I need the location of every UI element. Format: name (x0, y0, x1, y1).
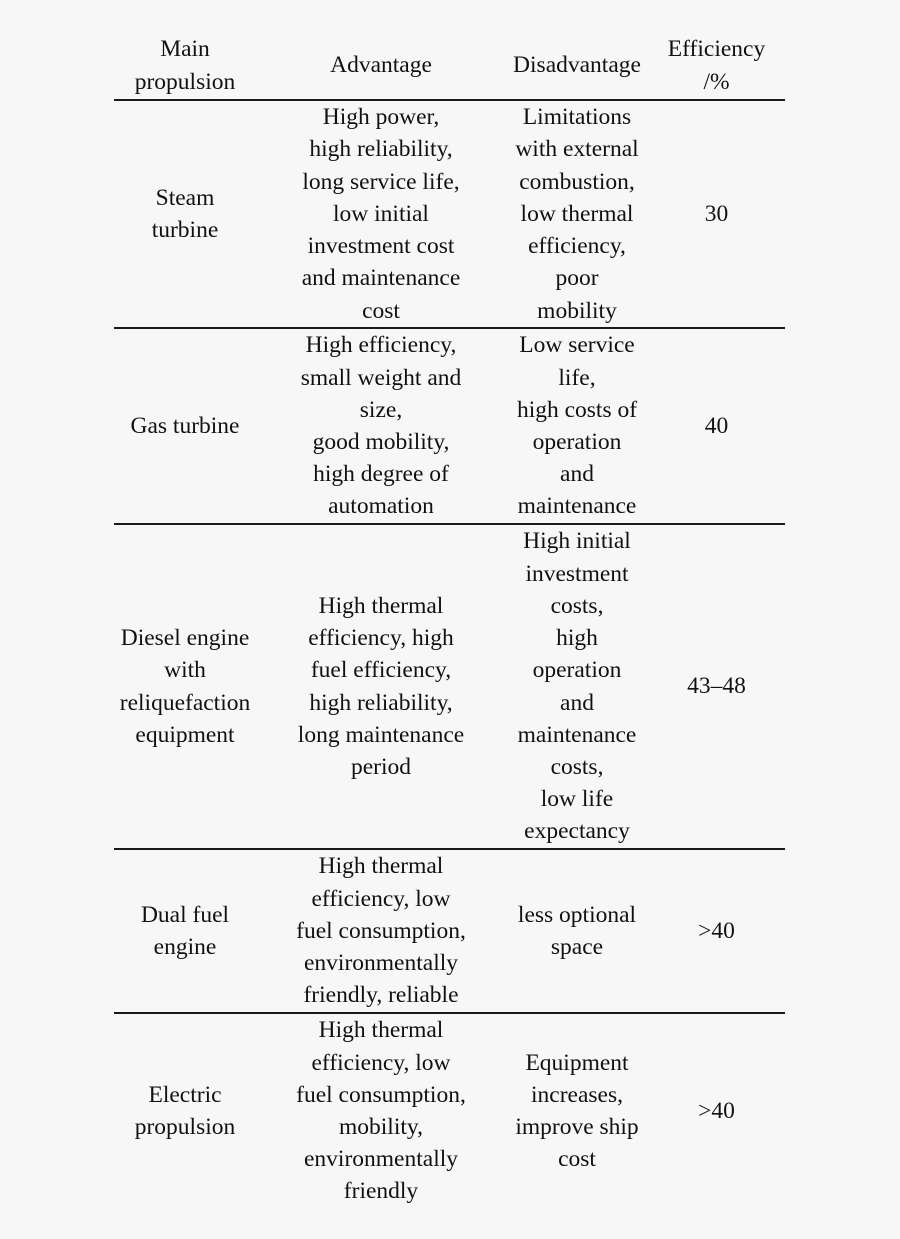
table-row (114, 100, 785, 328)
header-disadvantage: Disadvantage (506, 32, 648, 100)
cell-efficiency: 40 (648, 328, 785, 524)
table-row (114, 328, 785, 524)
cell-advantage: High thermal efficiency, high fuel efficiency, high reliability, long maintenance period (256, 524, 506, 849)
table-row (114, 524, 785, 849)
cell-propulsion: Diesel engine with reliquefaction equipment (114, 524, 256, 849)
cell-disadvantage: Low service life, high costs of operation and maintenance (506, 328, 648, 524)
table-row (114, 849, 785, 1013)
cell-propulsion: Dual fuel engine (114, 849, 256, 1013)
cell-disadvantage: less optional space (506, 849, 648, 1013)
table-row (114, 1013, 785, 1208)
cell-propulsion: Gas turbine (114, 328, 256, 524)
cell-disadvantage: Equipment increases, improve ship cost (515, 1049, 639, 1173)
cell-efficiency: 30 (648, 100, 785, 328)
cell-advantage: High thermal efficiency, low fuel consumption, environmentally friendly, reliable (256, 849, 506, 1013)
header-efficiency: Efficiency /% (648, 32, 785, 100)
cell-propulsion: Steam turbine (114, 100, 256, 328)
cell-efficiency: >40 (698, 1097, 735, 1124)
cell-advantage: High power, high reliability, long service life, low initial investment cost and maintenance cost (256, 100, 506, 328)
header-advantage: Advantage (256, 32, 506, 100)
cell-disadvantage: High initial investment costs, high operation and maintenance costs, low life expectancy (506, 524, 648, 849)
propulsion-comparison-table (114, 32, 785, 1208)
cell-efficiency: >40 (648, 849, 785, 1013)
cell-efficiency: 43–48 (648, 524, 785, 849)
header-main-propulsion: Main propulsion (114, 32, 256, 100)
cell-disadvantage: Limitations with external combustion, low thermal efficiency, poor mobility (506, 100, 648, 328)
cell-advantage: High thermal efficiency, low fuel consumption, mobility, environmentally friendly (296, 1017, 466, 1205)
header-row (114, 32, 785, 100)
cell-propulsion: Electric propulsion (134, 1081, 236, 1140)
cell-advantage: High efficiency, small weight and size, good mobility, high degree of automation (256, 328, 506, 524)
